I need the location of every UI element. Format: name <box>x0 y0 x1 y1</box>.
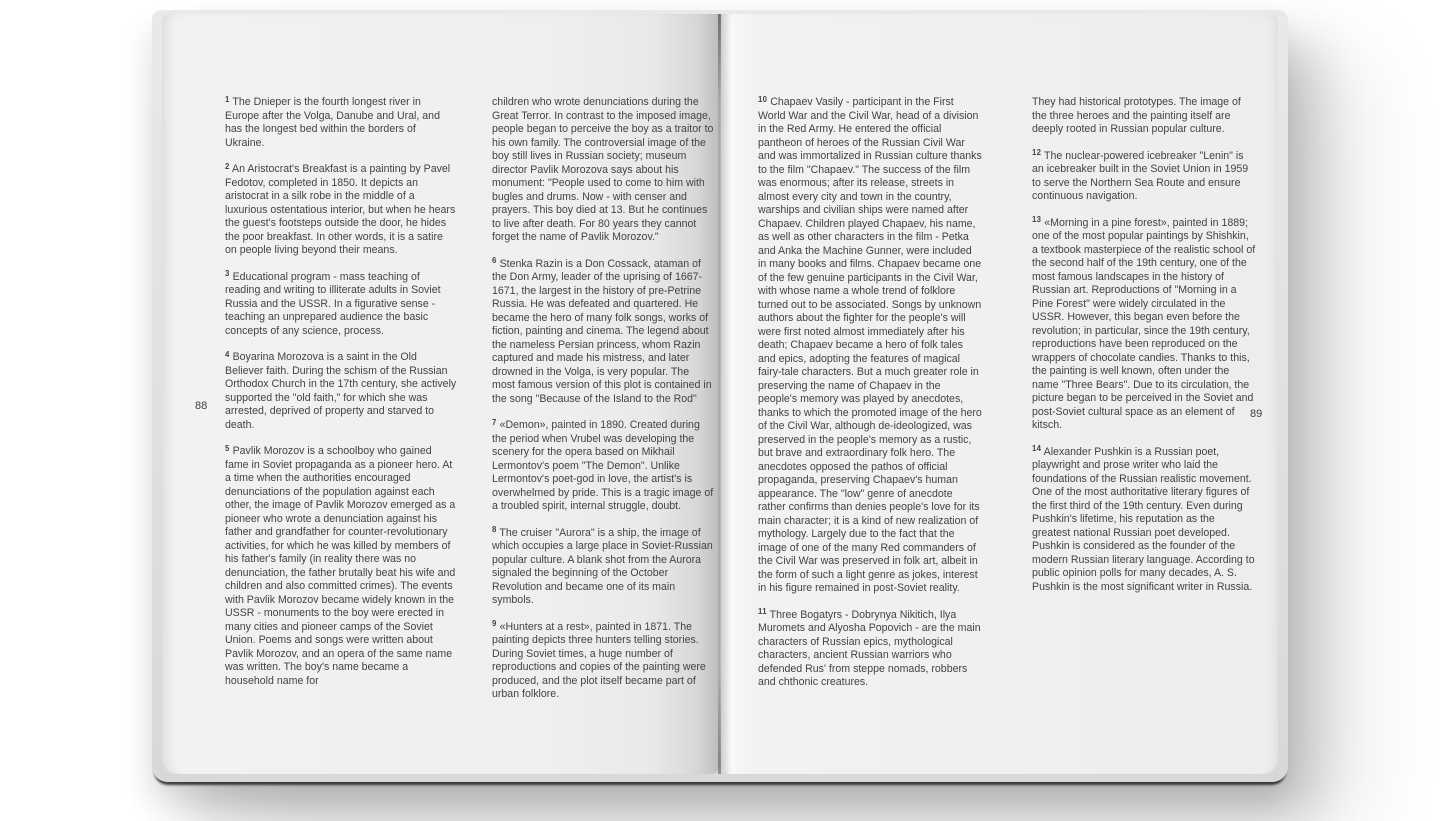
footnote: $^3$ Educational program - mass teaching of reading and writing to illiterate adults in Soviet Russia and the USSR. In a figurative sense - teaching an unprepared audience the basic concepts of any science, process. <box>225 269 441 337</box>
footnote-number: 1 <box>225 94 230 104</box>
footnote-number: 2 <box>225 161 230 171</box>
footnote-number: 7 <box>492 417 497 427</box>
footnote: $^6$ Stenka Razin is a Don Cossack, ataman of the Don Army, leader of the uprising of 1667-1671, the largest in the history of pre-Petrine Russia. He was defeated and quartered. He became the hero of many folk songs, works of fiction, painting and cinema. The legend about the nameless Persian princess, whom Razin captured and made his mistress, and later drowned in the Volga, is very popular. The most famous version of this plot is contained in the song "Because of the Island to the Rod" <box>492 256 712 405</box>
footnote-number: 13 <box>1032 215 1042 225</box>
footnote-number: 10 <box>758 94 768 104</box>
footnote: $^5$ Pavlik Morozov is a schoolboy who gained fame in Soviet propaganda as a pioneer hero. At a time when the authorities encouraged denunciations of the population against each other, the image of Pavlik Morozov emerged as a pioneer who wrote a denunciation against his father and grandfather for counter-revolutionary activities, for which he was killed by members of his father's family (in reality there was no denunciation, the father brutally beat his wife and children and also committed crimes). The events with Pavlik Morozov became widely known in the USSR - monuments to the boy were erected in many cities and pioneer camps of the Soviet Union. Poems and songs were written about Pavlik Morozov, and an opera of the same name was written. The boy's name became a household name for <box>225 443 456 687</box>
footnote: $^{10}$ Chapaev Vasily - participant in the First World War and the Civil War, head of a division in the Red Army. He entered the official pantheon of heroes of the Russian Civil War and was immortalized in Russian culture thanks to the film "Chapaev." The success of the film was enormous; after its release, streets in almost every city and town in the country, warships and civilian ships were named after Chapaev. Children played Chapaev, his name, as well as other characters in the film - Petka and Anka the Machine Gunner, were included in many books and films. Chapaev became one of the few genuine participants in the Civil War, with whose name a whole trend of folklore turned out to be associated. Songs by unknown authors about the fighter for the people's will were first noted almost immediately after his death; Chapaev became a hero of folk tales and epics, adopting the features of magical fairy-tale characters. But a much greater role in preserving the name of Chapaev in the people's memory was played by anecdotes, thanks to which the promoted image of the hero of the Civil War, although de-ideologized, was preserved in the people's memory as a rustic, but brave and extraordinary folk hero. The anecdotes opposed the pathos of official propaganda, preserving Chapaev's human appearance. The "low" genre of anecdote rather confirms than denies people's love for its main character; it is a kind of new realization of mythology. Largely due to the fact that the image of one of the many Red commanders of the Civil War was preserved in folk art, albeit in the form of such a light genre as jokes, interest in his figure remained in post-Soviet reality. <box>758 94 982 594</box>
footnote: $^9$ «Hunters at a rest», painted in 1871. The painting depicts three hunters telling stories. During Soviet times, a huge number of reproductions and copies of the painting were produced, and the plot itself became part of urban folklore. <box>492 619 706 700</box>
footnote: $^{12}$ The nuclear-powered icebreaker "Lenin" is an icebreaker built in the Soviet Union in 1959 to serve the Northern Sea Route and ensure continuous navigation. <box>1032 148 1249 202</box>
page-number-left: 88 <box>195 400 208 412</box>
footnote: $^8$ The cruiser "Aurora" is a ship, the image of which occupies a large place in Soviet-Russian popular culture. A blank shot from the Aurora signaled the beginning of the October Revolution and became one of its main symbols. <box>492 525 713 606</box>
footnote-number: 4 <box>225 349 230 359</box>
footnotes-column-1 <box>225 96 457 701</box>
footnote-number: 9 <box>492 619 497 629</box>
footnote: They had historical prototypes. The image of the three heroes and the painting itself are deeply rooted in Russian popular culture. <box>1032 96 1241 135</box>
footnote-number: 14 <box>1032 444 1042 454</box>
footnote: $^1$ The Dnieper is the fourth longest river in Europe after the Volga, Danube and Ural, and has the longest bed within the borders of Ukraine. <box>225 94 440 149</box>
footnote: $^2$ An Aristocrat's Breakfast is a painting by Pavel Fedotov, completed in 1850. It depicts an aristocrat in a silk robe in the middle of a luxurious ostentatious interior, but when he hears the guest's footsteps outside the door, he hides the poor breakfast. In other words, it is a satire on people living beyond their means. <box>225 161 456 256</box>
footnote-number: 12 <box>1032 148 1042 158</box>
footnotes-column-3 <box>758 96 982 703</box>
footnote-number: 8 <box>492 525 497 535</box>
footnote: $^{14}$ Alexander Pushkin is a Russian poet, playwright and prose writer who laid the foundations of the Russian realistic movement. One of the most authoritative literary figures of the first third of the 19th century. Even during Pushkin's lifetime, his reputation as the greatest national Russian poet developed. Pushkin is considered as the founder of the modern Russian literary language. According to public opinion polls for many decades, A. S. Pushkin is the most significant writer in Russia. <box>1032 444 1255 593</box>
footnote: children who wrote denunciations during the Great Terror. In contrast to the imposed image, people began to perceive the boy as a traitor to his own family. The controversial image of the boy still lives in Russian society; museum director Pavlik Morozova says about his monument: "People used to come to him with bugles and drums. Now - with censer and prayers. This boy died at 13. But he continues to live after death. For 80 years they cannot forget the name of Pavlik Morozov." <box>492 96 714 243</box>
page-number-right: 89 <box>1250 408 1263 420</box>
footnotes-column-2 <box>492 96 714 715</box>
footnote-number: 5 <box>225 443 230 453</box>
footnote-number: 3 <box>225 269 230 279</box>
footnotes-column-4 <box>1032 96 1256 607</box>
footnote: $^4$ Boyarina Morozova is a saint in the Old Believer faith. During the schism of the Russian Orthodox Church in the 17th century, she actively supported the "old faith," for which she was arrested, deprived of property and starved to death. <box>225 349 457 431</box>
book-spine-crease <box>718 14 721 774</box>
footnote-number: 6 <box>492 256 497 266</box>
footnote: $^{11}$ Three Bogatyrs - Dobrynya Nikitich, Ilya Muromets and Alyosha Popovich - are the main characters of Russian epics, mythological characters, ancient Russian warriors who defended Rus' from steppe nomads, robbers and chthonic creatures. <box>758 607 981 688</box>
footnote: $^{13}$ «Morning in a pine forest», painted in 1889; one of the most popular paintings by Shishkin, a textbook masterpiece of the realistic school of the second half of the 19th century, one of the most famous landscapes in the history of Russian art. Reproductions of "Morning in a Pine Forest" were widely circulated in the USSR. However, this began even before the revolution; in particular, since the 19th century, reproductions have been reproduced on the wrappers of chocolate candies. Thanks to this, the painting is well known, often under the name "Three Bears". Due to its circulation, the picture began to be perceived in the Soviet and post-Soviet cultural space as an element of kitsch. <box>1032 215 1256 431</box>
footnote: $^7$ «Demon», painted in 1890. Created during the period when Vrubel was developing the scenery for the opera based on Mikhail Lermontov's poem "The Demon". Unlike Lermontov's poet-god in love, the artist's is overwhelmed by pride. This is a tragic image of a troubled spirit, internal struggle, doubt. <box>492 417 714 512</box>
open-book <box>152 10 1288 782</box>
footnote-number: 11 <box>758 607 767 617</box>
